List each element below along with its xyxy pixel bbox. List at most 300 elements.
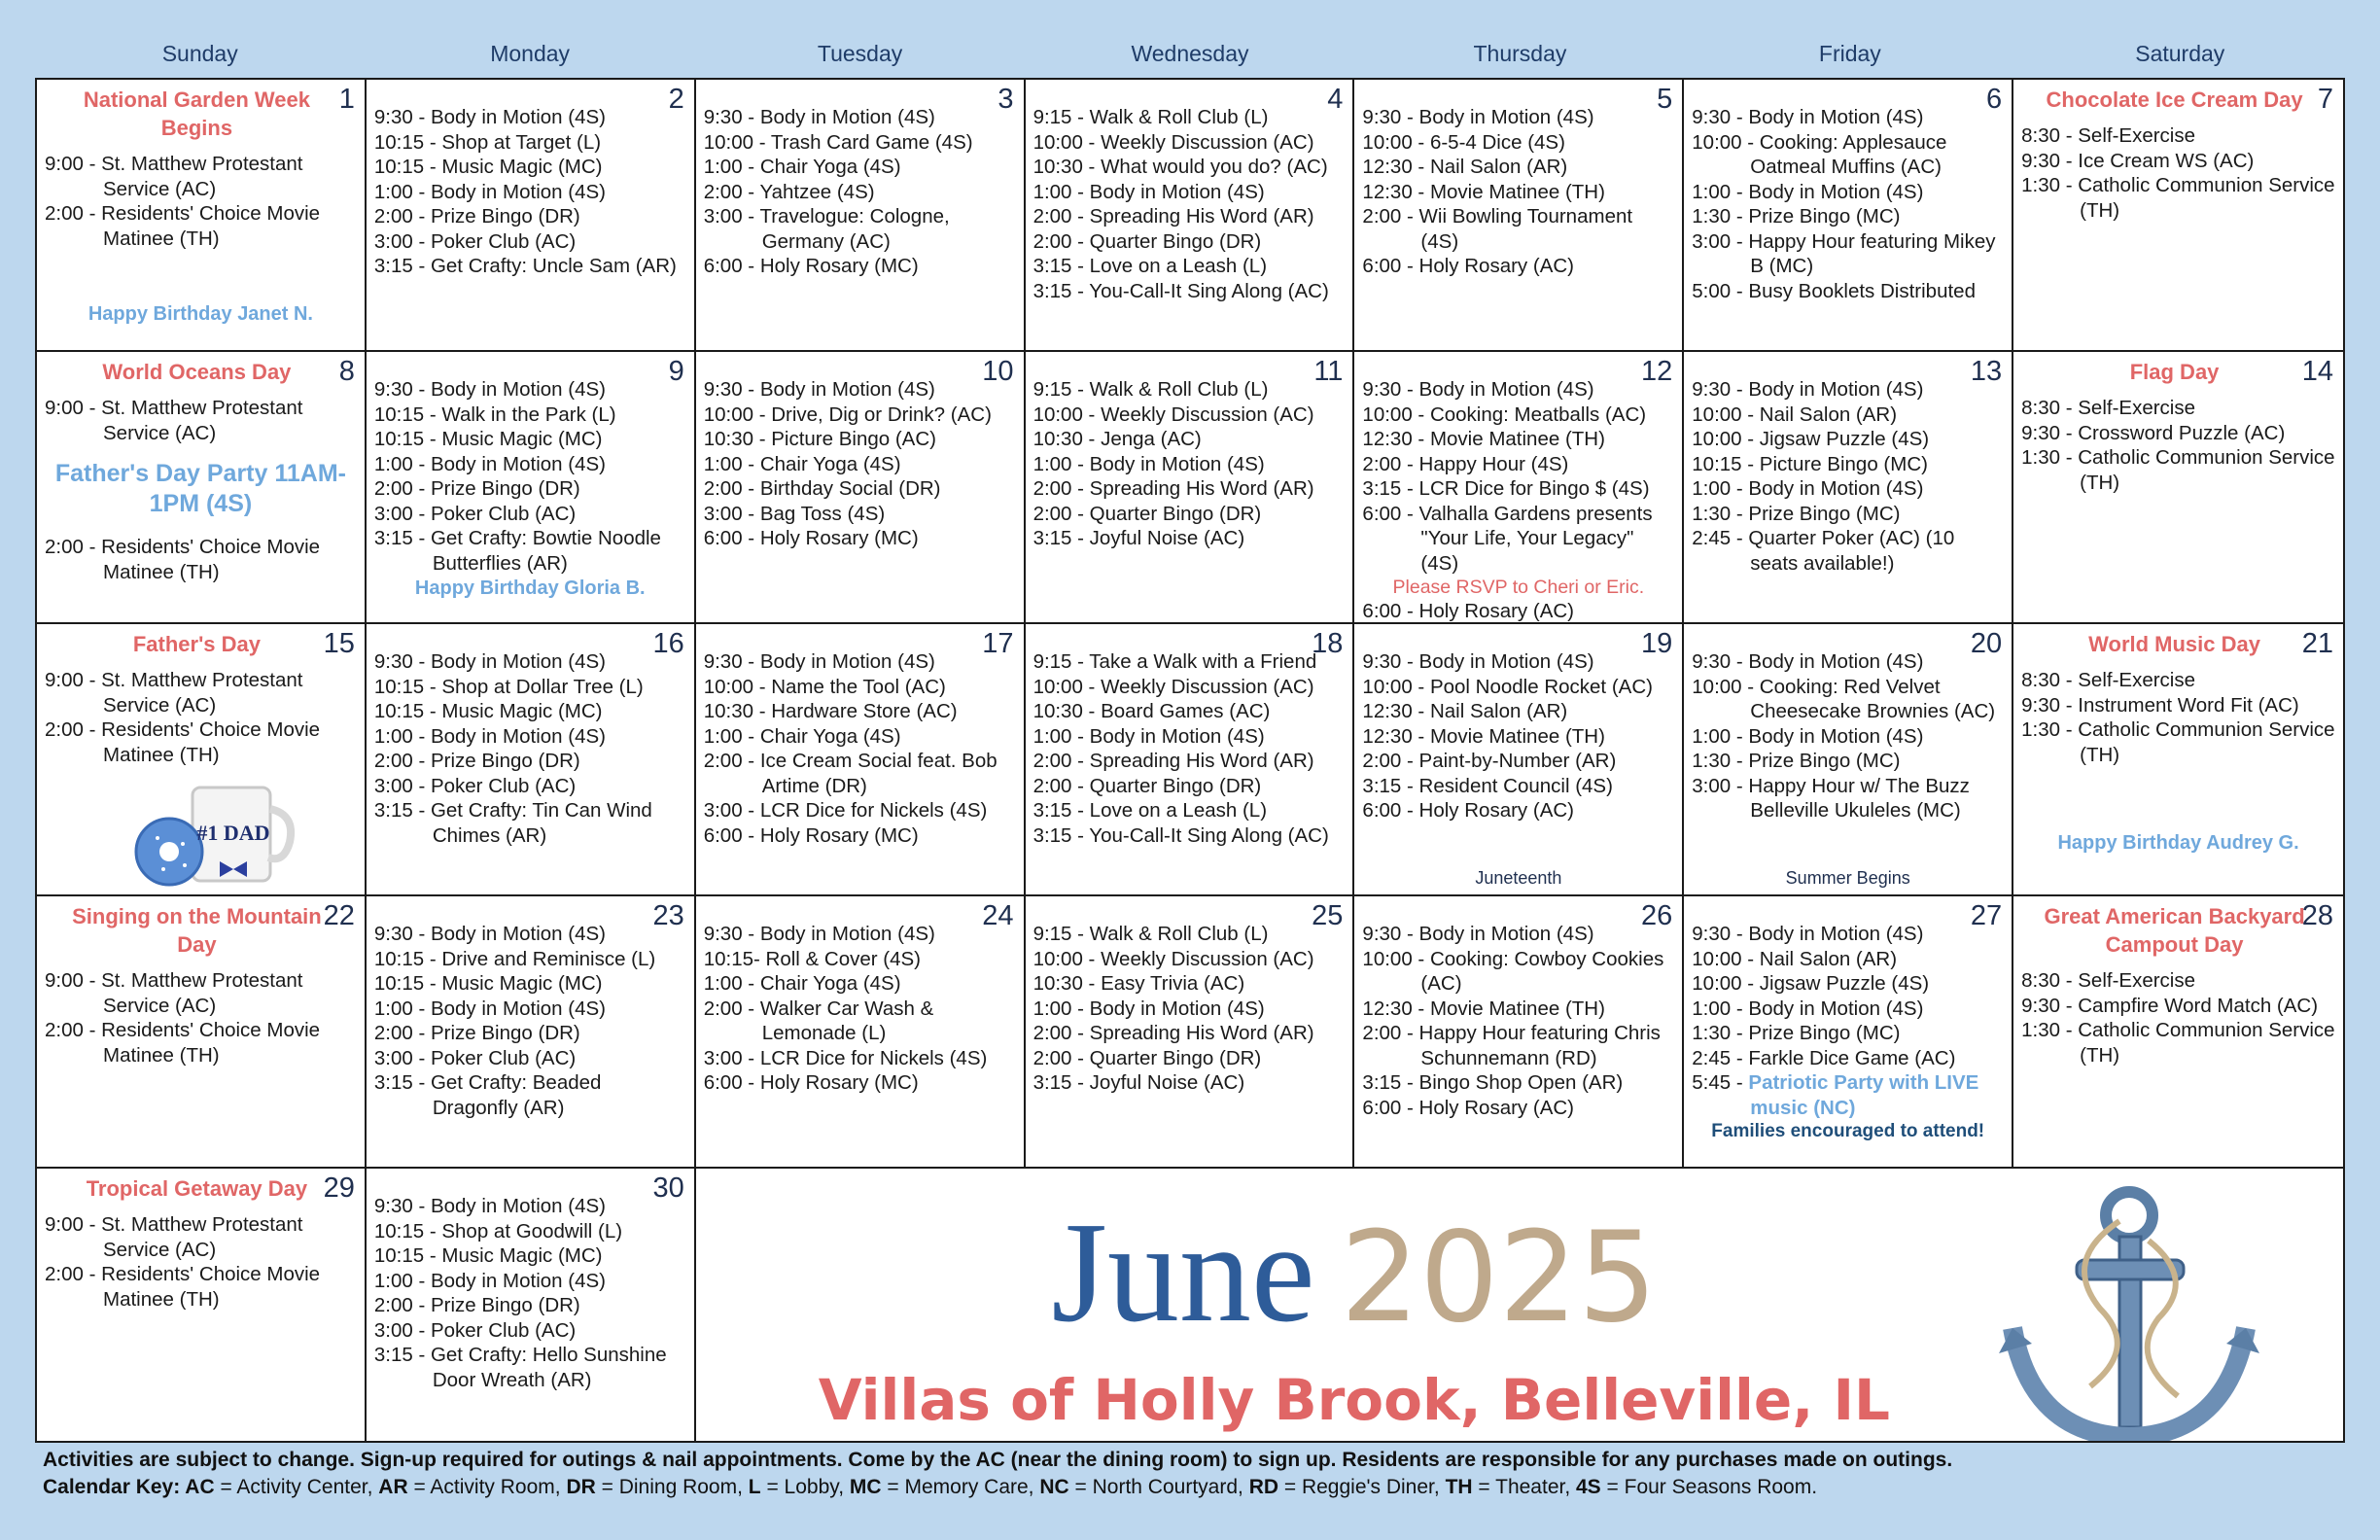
activity-list [45,396,357,445]
footer-disclaimer: Activities are subject to change. Sign-up required for outings & nail appointments. Come by the AC (near the dining room) to sign up. Residents are responsible for any purchases made on outings. [43,1449,1953,1471]
activity-item: 3:15 - Love on a Leash (L) [1032,255,1268,277]
activity-item: 10:15- Roll & Cover (4S) [703,947,922,970]
day-cell-10 [696,352,1026,624]
day-cell-8 [37,352,367,624]
day-cell-26 [1354,896,1684,1169]
observance-title: Chocolate Ice Cream Day [2046,88,2303,112]
activity-item: 9:30 - Body in Motion (4S) [373,106,606,128]
community-name: Villas of Holly Brook, Belleville, IL [818,1367,1890,1433]
activity-item: 1:00 - Body in Motion (4S) [1032,997,1265,1020]
day-number: 15 [323,628,355,659]
activity-item: 1:30 - Prize Bingo (MC) [1692,750,1901,772]
activity-item: 9:30 - Body in Motion (4S) [703,650,935,673]
fathers-day-party-note: Father's Day Party 11AM-1PM (4S) [54,460,346,517]
activity-item: 10:00 - Nail Salon (AR) [1692,402,1898,426]
activity-item: 8:30 - Self-Exercise [2021,969,2196,992]
activity-item: 10:00 - Weekly Discussion (AC) [1032,402,1314,426]
day-number: 17 [982,628,1014,659]
day-number: 20 [1970,628,2003,659]
mug-text: #1 DAD [196,821,270,845]
activity-item: 2:00 - Walker Car Wash & Lemonade (L) [703,997,934,1044]
weekday-sunday: Sunday [161,41,238,66]
key-description: = Reggie's Diner, [1278,1476,1446,1498]
activity-list [1033,105,1346,303]
activity-item: 12:30 - Nail Salon (AR) [1362,700,1568,722]
activity-item: 1:00 - Body in Motion (4S) [1032,724,1265,748]
activity-list [2021,968,2335,1068]
patriotic-party-item [1692,1070,2004,1120]
activity-item: 2:00 - Wii Bowling Tournament (4S) [1362,205,1633,253]
activity-item: 10:00 - Cooking: Red Velvet Cheesecake Brownies (AC) [1692,675,1996,722]
observance-title: Great American Backyard Campout Day [2044,904,2305,957]
activity-list [1692,922,2004,1070]
activity-item: 2:45 - Quarter Poker (AC) (10 seats available!) [1692,527,1955,575]
activity-item: 1:30 - Catholic Communion Service (TH) [2021,174,2335,222]
key-description: = Lobby, [760,1476,850,1498]
observance-title: Father's Day [132,632,262,656]
activity-item: 9:00 - St. Matthew Protestant Service (AC) [45,397,303,444]
key-code: DR [566,1476,596,1498]
observance-title: World Music Day [2088,632,2260,656]
party-description: Patriotic Party with LIVE music (NC) [1748,1071,1979,1119]
day-number: 30 [652,1172,684,1204]
activity-item: 1:30 - Prize Bingo (MC) [1692,502,1901,525]
day-number: 16 [652,628,684,659]
activity-item: 10:00 - Weekly Discussion (AC) [1032,675,1314,698]
day-cell-2 [367,80,696,352]
day-cell-5 [1354,80,1684,352]
activity-item: 8:30 - Self-Exercise [2021,397,2196,419]
activity-item: 9:30 - Body in Motion (4S) [703,923,935,945]
activity-item: 9:30 - Body in Motion (4S) [703,378,935,401]
activity-item: 9:30 - Body in Motion (4S) [373,923,606,945]
activity-item: 3:15 - Get Crafty: Bowtie Noodle Butterflies (AR) [373,527,661,575]
activity-item: 1:00 - Body in Motion (4S) [1032,452,1265,475]
observance-title: National Garden Week Begins [83,88,310,140]
party-time: 5:45 - [1692,1071,1749,1094]
activity-item: 9:15 - Take a Walk with a Friend [1032,650,1317,673]
activity-item: 10:30 - Board Games (AC) [1032,700,1271,722]
activity-list [45,1212,357,1312]
activity-list [1033,377,1346,551]
day-cell-12 [1354,352,1684,624]
day-number: 6 [1986,84,2003,115]
day-number: 8 [338,356,355,387]
activity-item: 2:00 - Residents' Choice Movie Matinee (TH) [45,718,321,766]
day-number: 27 [1970,900,2003,931]
activity-item: 6:00 - Holy Rosary (MC) [703,823,919,847]
weekday-wednesday: Wednesday [1131,41,1249,66]
day-number: 23 [652,900,684,931]
activity-item: 3:00 - LCR Dice for Nickels (4S) [703,799,988,822]
day-number: 26 [1641,900,1673,931]
activity-item: 3:00 - LCR Dice for Nickels (4S) [703,1046,988,1069]
activity-list-continued [1362,599,1674,624]
day-number: 12 [1641,356,1673,387]
observance-title: Tropical Getaway Day [86,1176,308,1201]
activity-item: 10:30 - Picture Bingo (AC) [703,428,936,450]
activity-item: 3:15 - Love on a Leash (L) [1032,799,1268,822]
activity-list [374,922,686,1120]
activity-item: 10:15 - Shop at Dollar Tree (L) [373,675,644,698]
activity-item: 2:00 - Quarter Bingo (DR) [1032,1046,1262,1069]
calendar-grid [35,78,2345,1443]
activity-item: 3:15 - LCR Dice for Bingo $ (4S) [1362,477,1650,500]
day-cell-13 [1684,352,2013,624]
activity-list-continued [45,535,357,584]
day-number: 4 [1327,84,1344,115]
activity-item: 3:00 - Poker Club (AC) [373,1318,577,1342]
day-number: 25 [1312,900,1344,931]
activity-item: 1:00 - Body in Motion (4S) [1692,180,1924,203]
day-number: 11 [1313,356,1344,387]
activity-item: 12:30 - Movie Matinee (TH) [1362,724,1605,748]
day-number: 29 [323,1172,355,1204]
day-cell-16 [367,624,696,896]
day-number: 5 [1657,84,1673,115]
birthday-note: Happy Birthday Gloria B. [414,578,646,599]
activity-list [1362,922,1674,1120]
weekday-tuesday: Tuesday [817,41,903,66]
calendar-key [43,1474,2357,1501]
activity-item: 1:00 - Body in Motion (4S) [373,180,606,203]
day-cell-17 [696,624,1026,896]
activity-item: 2:00 - Happy Hour featuring Chris Schunnemann (RD) [1362,1022,1661,1069]
activity-item: 10:15 - Picture Bingo (MC) [1692,452,1928,475]
day-cell-27 [1684,896,2013,1169]
footer-notes [43,1447,2357,1501]
activity-item: 2:00 - Paint-by-Number (AR) [1362,750,1617,772]
day-cell-4 [1026,80,1355,352]
key-code: 4S [1576,1476,1601,1498]
activity-item: 3:15 - Get Crafty: Uncle Sam (AR) [373,255,677,277]
month-banner [696,1169,2343,1441]
activity-item: 1:00 - Body in Motion (4S) [1692,724,1924,748]
activity-item: 10:30 - What would you do? (AC) [1032,156,1328,178]
activity-item: 9:30 - Instrument Word Fit (AC) [2021,693,2299,717]
activity-item: 9:30 - Body in Motion (4S) [1362,378,1594,401]
activity-item: 2:00 - Spreading His Word (AR) [1032,750,1314,772]
activity-item: 9:30 - Body in Motion (4S) [1362,650,1594,673]
activity-item: 10:00 - Drive, Dig or Drink? (AC) [703,402,992,426]
day-cell-11 [1026,352,1355,624]
activity-list [45,152,357,251]
key-description: = North Courtyard, [1068,1476,1249,1498]
day-number: 24 [982,900,1014,931]
weekday-header-row [35,29,2345,78]
activity-item: 10:00 - Name the Tool (AC) [703,675,946,698]
activity-item: 10:00 - Pool Noodle Rocket (AC) [1362,675,1653,698]
activity-item: 10:00 - Nail Salon (AR) [1692,947,1898,970]
day-cell-18 [1026,624,1355,896]
day-number: 19 [1641,628,1673,659]
activity-item: 3:15 - Resident Council (4S) [1362,774,1613,797]
activity-item: 8:30 - Self-Exercise [2021,669,2196,691]
observance-title: Flag Day [2129,360,2220,384]
activity-list [1033,922,1346,1096]
activity-item: 10:15 - Music Magic (MC) [373,972,603,995]
activity-item: 3:00 - Poker Club (AC) [373,229,577,253]
activity-list [704,105,1016,279]
activity-list [1362,377,1674,576]
month-year-title [696,1190,2012,1361]
activity-item: 12:30 - Movie Matinee (TH) [1362,180,1605,203]
activity-item: 10:30 - Hardware Store (AC) [703,700,958,722]
day-number: 7 [2317,84,2333,115]
activity-item: 9:30 - Body in Motion (4S) [1692,923,1924,945]
activity-item: 9:30 - Crossword Puzzle (AC) [2021,421,2286,444]
activity-item: 1:00 - Body in Motion (4S) [373,724,606,748]
activity-item: 9:30 - Body in Motion (4S) [373,1195,606,1217]
activity-item: 1:00 - Body in Motion (4S) [1692,477,1924,500]
activity-item: 10:00 - Weekly Discussion (AC) [1032,947,1314,970]
activity-item: 3:15 - Joyful Noise (AC) [1032,1071,1245,1094]
activity-item: 2:00 - Prize Bingo (DR) [373,1294,580,1316]
day-cell-28 [2013,896,2343,1169]
activity-item: 5:00 - Busy Booklets Distributed [1692,279,1976,302]
activity-item: 2:00 - Residents' Choice Movie Matinee (TH) [45,536,321,583]
year-number: 2025 [1340,1206,1658,1350]
activity-list [374,1194,686,1392]
day-number: 14 [2301,356,2333,387]
activity-item: 12:30 - Movie Matinee (TH) [1362,997,1605,1020]
activity-list [1362,105,1674,279]
activity-item: 10:00 - Cooking: Cowboy Cookies (AC) [1362,947,1664,995]
activity-item: 1:00 - Chair Yoga (4S) [703,452,901,475]
activity-item: 10:00 - Cooking: Applesauce Oatmeal Muffins (AC) [1692,130,1947,178]
bottom-observance-label: Juneteenth [1475,868,1562,888]
activity-item: 10:15 - Music Magic (MC) [373,156,603,178]
activity-item: 3:15 - Joyful Noise (AC) [1032,527,1245,549]
activity-list [1033,649,1346,848]
day-number: 18 [1312,628,1344,659]
bottom-observance-label: Summer Begins [1785,868,1910,888]
day-cell-29 [37,1169,367,1441]
activity-list [2021,123,2335,223]
activity-item: 6:00 - Holy Rosary (MC) [703,1071,919,1094]
activity-item: 6:00 - Holy Rosary (MC) [703,255,919,277]
activity-item: 3:00 - Poker Club (AC) [373,1046,577,1069]
activity-item: 9:30 - Body in Motion (4S) [1692,378,1924,401]
day-number: 2 [668,84,684,115]
observance-title: Singing on the Mountain Day [72,904,322,957]
activity-item: 9:30 - Body in Motion (4S) [703,106,935,128]
activity-item: 3:15 - You-Call-It Sing Along (AC) [1032,279,1329,302]
day-cell-7 [2013,80,2343,352]
activity-item: 10:15 - Walk in the Park (L) [373,402,616,426]
activity-item: 1:30 - Catholic Communion Service (TH) [2021,718,2335,766]
weekday-monday: Monday [490,41,571,66]
day-cell-24 [696,896,1026,1169]
day-number: 3 [998,84,1014,115]
activity-item: 10:15 - Music Magic (MC) [373,428,603,450]
activity-item: 10:30 - Jenga (AC) [1032,428,1202,450]
activity-list [1692,105,2004,303]
activity-item: 2:00 - Quarter Bingo (DR) [1032,502,1262,525]
activity-item: 10:30 - Easy Trivia (AC) [1032,972,1245,995]
activity-item: 6:00 - Holy Rosary (AC) [1362,600,1575,622]
families-note: Families encouraged to attend! [1711,1121,1985,1141]
day-number: 13 [1970,356,2003,387]
activity-item: 10:00 - Jigsaw Puzzle (4S) [1692,972,1930,995]
activity-item: 2:00 - Residents' Choice Movie Matinee (TH) [45,202,321,250]
key-code: TH [1445,1476,1473,1498]
activity-item: 2:00 - Happy Hour (4S) [1362,452,1569,475]
day-cell-15 [37,624,367,896]
activity-item: 9:15 - Walk & Roll Club (L) [1032,106,1269,128]
day-cell-19 [1354,624,1684,896]
activity-list [45,668,357,767]
activity-item: 3:00 - Happy Hour w/ The Buzz Belleville Ukuleles (MC) [1692,774,1970,822]
key-description: = Activity Center, [214,1476,379,1498]
observance-title: World Oceans Day [102,360,292,384]
rsvp-note: Please RSVP to Cheri or Eric. [1392,577,1645,598]
activity-item: 10:00 - Weekly Discussion (AC) [1032,130,1314,154]
day-cell-3 [696,80,1026,352]
activity-item: 9:30 - Ice Cream WS (AC) [2021,149,2255,172]
activity-item: 2:45 - Farkle Dice Game (AC) [1692,1046,1956,1069]
activity-item: 1:00 - Body in Motion (4S) [373,997,606,1020]
activity-item: 9:00 - St. Matthew Protestant Service (AC) [45,153,303,200]
activity-item: 2:00 - Prize Bingo (DR) [373,1022,580,1044]
key-code: L [748,1476,761,1498]
activity-item: 1:30 - Catholic Communion Service (TH) [2021,1019,2335,1067]
activity-item: 2:00 - Spreading His Word (AR) [1032,205,1314,228]
activity-item: 3:15 - Get Crafty: Tin Can Wind Chimes (AR) [373,799,652,847]
day-cell-14 [2013,352,2343,624]
day-number: 22 [323,900,355,931]
activity-list [704,922,1016,1096]
activity-item: 2:00 - Birthday Social (DR) [703,477,941,500]
day-cell-21 [2013,624,2343,896]
activity-item: 3:15 - Bingo Shop Open (AR) [1362,1071,1624,1094]
weekday-friday: Friday [1818,41,1881,66]
activity-item: 3:00 - Bag Toss (4S) [703,502,886,525]
day-cell-9 [367,352,696,624]
activity-item: 2:00 - Spreading His Word (AR) [1032,477,1314,500]
activity-item: 12:30 - Nail Salon (AR) [1362,156,1568,178]
activity-list [2021,396,2335,495]
activity-list [374,377,686,576]
activity-item: 3:00 - Happy Hour featuring Mikey B (MC) [1692,229,1996,277]
day-cell-6 [1684,80,2013,352]
activity-list [1692,377,2004,576]
activity-item: 1:30 - Prize Bingo (MC) [1692,205,1901,228]
day-cell-1 [37,80,367,352]
key-code: NC [1039,1476,1069,1498]
activity-item: 2:00 - Prize Bingo (DR) [373,750,580,772]
activity-item: 2:00 - Residents' Choice Movie Matinee (TH) [45,1263,321,1311]
activity-item: 9:30 - Body in Motion (4S) [1362,923,1594,945]
activity-item: 2:00 - Spreading His Word (AR) [1032,1022,1314,1044]
activity-item: 1:00 - Body in Motion (4S) [1032,180,1265,203]
key-code: MC [849,1476,882,1498]
activity-item: 9:00 - St. Matthew Protestant Service (AC) [45,669,303,717]
activity-item: 9:15 - Walk & Roll Club (L) [1032,378,1269,401]
activity-item: 10:15 - Shop at Goodwill (L) [373,1219,623,1242]
activity-item: 2:00 - Prize Bingo (DR) [373,205,580,228]
activity-list [1692,649,2004,823]
activity-list [1362,649,1674,823]
activity-item: 6:00 - Valhalla Gardens presents "Your Life, Your Legacy" (4S) [1362,502,1653,575]
activity-item: 1:00 - Body in Motion (4S) [373,1269,606,1292]
activity-item: 9:30 - Campfire Word Match (AC) [2021,994,2319,1017]
key-description: = Theater, [1472,1476,1576,1498]
activity-list [704,649,1016,848]
activity-item: 10:00 - Jigsaw Puzzle (4S) [1692,428,1930,450]
day-cell-30 [367,1169,696,1441]
weekday-saturday: Saturday [2135,41,2225,66]
day-number: 9 [668,356,684,387]
key-code: RD [1248,1476,1279,1498]
day-cell-22 [37,896,367,1169]
key-code: AC [185,1476,215,1498]
key-description: = Activity Room, [407,1476,567,1498]
activity-list [2021,668,2335,767]
activity-item: 1:00 - Body in Motion (4S) [1692,997,1924,1020]
activity-item: 2:00 - Ice Cream Social feat. Bob Artime (DR) [703,750,998,797]
activity-item: 3:15 - You-Call-It Sing Along (AC) [1032,823,1329,847]
activity-item: 6:00 - Holy Rosary (MC) [703,527,919,549]
day-number: 28 [2301,900,2333,931]
activity-list [374,105,686,279]
month-name: June [1051,1193,1315,1352]
activity-item: 6:00 - Holy Rosary (AC) [1362,1096,1575,1119]
activity-item: 6:00 - Holy Rosary (AC) [1362,799,1575,822]
activity-item: 9:00 - St. Matthew Protestant Service (AC) [45,1213,303,1261]
activity-item: 9:30 - Body in Motion (4S) [1692,650,1924,673]
activity-list [45,968,357,1068]
day-number: 1 [338,84,355,115]
activity-item: 3:15 - Get Crafty: Beaded Dragonfly (AR) [373,1071,602,1119]
activity-item: 6:00 - Holy Rosary (AC) [1362,255,1575,277]
activity-item: 3:00 - Travelogue: Cologne, Germany (AC) [703,205,950,253]
birthday-note: Happy Birthday Janet N. [88,303,313,325]
activity-item: 9:30 - Body in Motion (4S) [373,650,606,673]
day-number: 21 [2301,628,2333,659]
activity-item: 2:00 - Prize Bingo (DR) [373,477,580,500]
key-description: = Memory Care, [881,1476,1040,1498]
activity-list [374,649,686,848]
activity-item: 3:00 - Poker Club (AC) [373,502,577,525]
activity-item: 10:00 - 6-5-4 Dice (4S) [1362,130,1565,154]
activity-item: 10:15 - Drive and Reminisce (L) [373,947,656,970]
key-description: = Dining Room, [595,1476,749,1498]
activity-item: 2:00 - Quarter Bingo (DR) [1032,229,1262,253]
activity-item: 9:30 - Body in Motion (4S) [1692,106,1924,128]
weekday-thursday: Thursday [1473,41,1567,66]
activity-item: 9:15 - Walk & Roll Club (L) [1032,923,1269,945]
activity-item: 3:00 - Poker Club (AC) [373,774,577,797]
day-cell-20 [1684,624,2013,896]
activity-item: 2:00 - Yahtzee (4S) [703,180,875,203]
dad-mug-donut-illustration [124,780,299,887]
activity-item: 1:00 - Chair Yoga (4S) [703,972,901,995]
activity-item: 10:15 - Music Magic (MC) [373,1244,603,1267]
activity-item: 10:00 - Trash Card Game (4S) [703,130,973,154]
activity-item: 8:30 - Self-Exercise [2021,124,2196,147]
day-number: 10 [982,356,1014,387]
activity-item: 12:30 - Movie Matinee (TH) [1362,428,1605,450]
activity-item: 3:15 - Get Crafty: Hello Sunshine Door Wreath (AR) [373,1344,667,1391]
activity-item: 2:00 - Quarter Bingo (DR) [1032,774,1262,797]
day-cell-25 [1026,896,1355,1169]
activity-item: 10:15 - Music Magic (MC) [373,700,603,722]
activity-item: 9:30 - Body in Motion (4S) [1362,106,1594,128]
anchor-icon [1983,1182,2275,1441]
activity-item: 10:15 - Shop at Target (L) [373,130,602,154]
calendar-key-label: Calendar Key: [43,1476,186,1498]
